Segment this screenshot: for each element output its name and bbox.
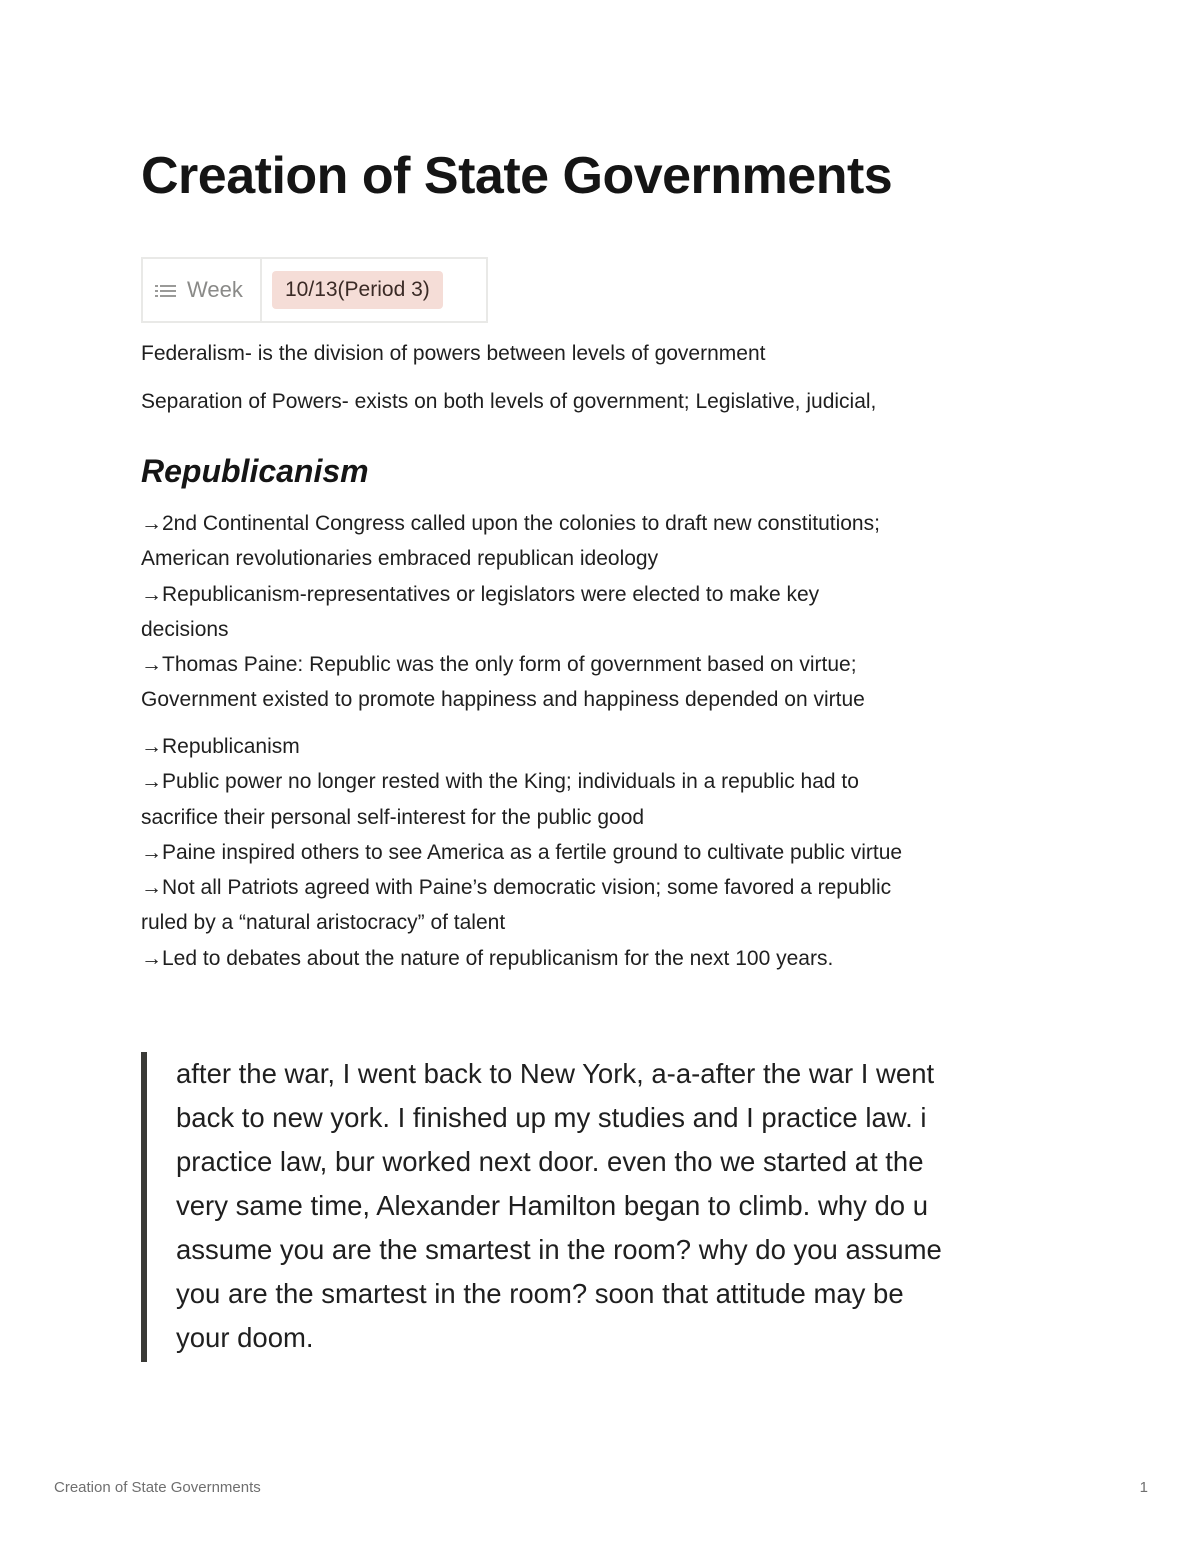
list-item: →2nd Continental Congress called upon the colonies to draft new constitutions; [141, 512, 880, 535]
definition-federalism: Federalism- is the division of powers between levels of government [141, 342, 766, 365]
list-item: →Thomas Paine: Republic was the only form of government based on virtue; [141, 653, 857, 677]
list-item: sacrifice their personal self-interest for the public good [141, 805, 645, 829]
property-name[interactable] [143, 259, 262, 321]
quote-line: your doom. [176, 1322, 314, 1353]
week-tag[interactable]: 10/13(Period 3) [272, 271, 443, 308]
list-item: →Led to debates about the nature of republicanism for the next 100 years. [141, 946, 834, 970]
page-number: 1 [1139, 1479, 1148, 1496]
list-item: →Republicanism-representatives or legislators were elected to make key [141, 582, 820, 606]
republicanism-group-1 [141, 506, 1071, 718]
republicanism-group-2 [141, 729, 1071, 976]
list-item: ruled by a “natural aristocracy” of talent [141, 911, 506, 935]
quote-line: very same time, Alexander Hamilton began to climb. why do u [176, 1190, 929, 1221]
quote-line: you are the smartest in the room? soon that attitude may be [176, 1278, 904, 1309]
property-value[interactable] [262, 259, 443, 321]
definition-separation-of-powers: Separation of Powers- exists on both levels of government; Legislative, judicial, [141, 390, 877, 413]
list-item: →Republicanism [141, 735, 300, 758]
list-item: Government existed to promote happiness and happiness depended on virtue [141, 688, 865, 712]
list-item: →Paine inspired others to see America as a fertile ground to cultivate public virtue [141, 840, 903, 864]
list-item: →Public power no longer rested with the King; individuals in a republic had to [141, 770, 859, 794]
property-row-week [141, 257, 488, 323]
property-label: Week [187, 277, 243, 302]
list-item: →Not all Patriots agreed with Paine’s democratic vision; some favored a republic [141, 876, 892, 900]
footer-title: Creation of State Governments [54, 1479, 261, 1496]
section-heading: Republicanism [141, 453, 369, 489]
quote-block [141, 1052, 1061, 1362]
quote-line: practice law, bur worked next door. even tho we started at the [176, 1146, 924, 1177]
quote-line: after the war, I went back to New York, a-a-after the war I went [176, 1058, 935, 1089]
page-title: Creation of State Governments [141, 147, 893, 205]
list-item: decisions [141, 617, 229, 641]
list-item: American revolutionaries embraced republican ideology [141, 547, 659, 571]
quote-line: back to new york. I finished up my studies and I practice law. i [176, 1102, 927, 1133]
quote-line: assume you are the smartest in the room? why do you assume [176, 1234, 942, 1265]
list-icon [155, 283, 177, 301]
